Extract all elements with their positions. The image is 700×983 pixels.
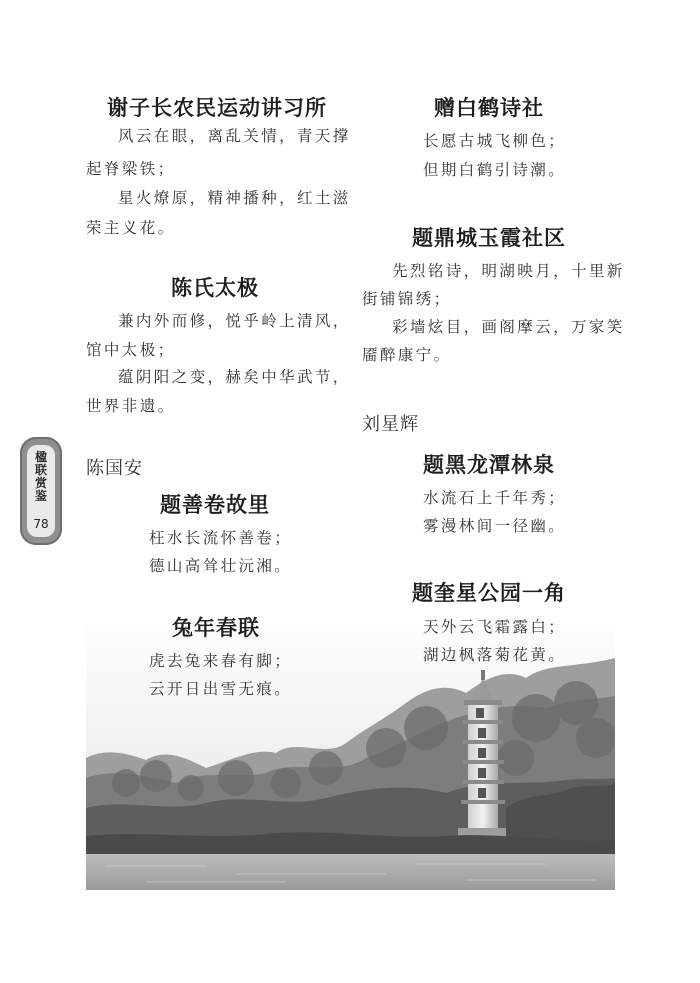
poem-line: 德山高耸壮沅湘。 bbox=[149, 557, 293, 575]
section-tab bbox=[20, 437, 62, 545]
page-number: 78 bbox=[33, 517, 49, 531]
poem-title: 兔年春联 bbox=[172, 615, 260, 640]
poem-line: 彩墙炫目，画阁摩云，万家笑 bbox=[392, 318, 625, 336]
poem-title: 题奎星公园一角 bbox=[412, 580, 566, 605]
section-tab-label: 楹联赏鉴 bbox=[34, 450, 47, 503]
poem-line: 虎去兔来春有脚； bbox=[149, 652, 293, 670]
poem-line: 星火燎原，精神播种，红土滋 bbox=[118, 189, 351, 207]
poem-line: 先烈铭诗，明湖映月，十里新 bbox=[392, 262, 625, 280]
poem-line: 兼内外而修，悦乎岭上清风， bbox=[118, 312, 351, 330]
section-tab-inner bbox=[27, 445, 55, 537]
author-name: 刘星辉 bbox=[362, 414, 419, 435]
poem-line: 但期白鹤引诗潮。 bbox=[423, 161, 567, 179]
author-name: 陈国安 bbox=[86, 458, 143, 479]
poem-title: 陈氏太极 bbox=[171, 275, 259, 300]
poem-line: 云开日出雪无痕。 bbox=[149, 680, 293, 698]
poem-line: 枉水长流怀善卷； bbox=[149, 529, 293, 547]
poem-line: 长愿古城飞柳色； bbox=[423, 132, 567, 150]
poem-title: 谢子长农民运动讲习所 bbox=[107, 95, 327, 120]
poem-title: 题鼎城玉霞社区 bbox=[412, 225, 566, 250]
poem-line: 起脊梁铁； bbox=[86, 160, 176, 178]
poem-line: 世界非遗。 bbox=[86, 397, 176, 415]
poem-line: 馆中太极； bbox=[86, 341, 176, 359]
poem-title: 题善卷故里 bbox=[160, 492, 270, 517]
poem-title: 题黑龙潭林泉 bbox=[423, 452, 555, 477]
poem-line: 蕴阴阳之变，赫矣中华武节， bbox=[118, 368, 351, 386]
poem-line: 天外云飞霜露白； bbox=[423, 618, 567, 636]
poem-line: 湖边枫落菊花黄。 bbox=[423, 646, 567, 664]
poem-title: 赠白鹤诗社 bbox=[434, 95, 544, 120]
poem-line: 水流石上千年秀； bbox=[423, 489, 567, 507]
poem-line: 靥醉康宁。 bbox=[362, 346, 452, 364]
poem-line: 雾漫林间一径幽。 bbox=[423, 517, 567, 535]
poem-line: 街铺锦绣； bbox=[362, 290, 452, 308]
poem-line: 荣主义花。 bbox=[86, 219, 176, 237]
poem-line: 风云在眼，离乱关情，青天撑 bbox=[118, 127, 351, 145]
